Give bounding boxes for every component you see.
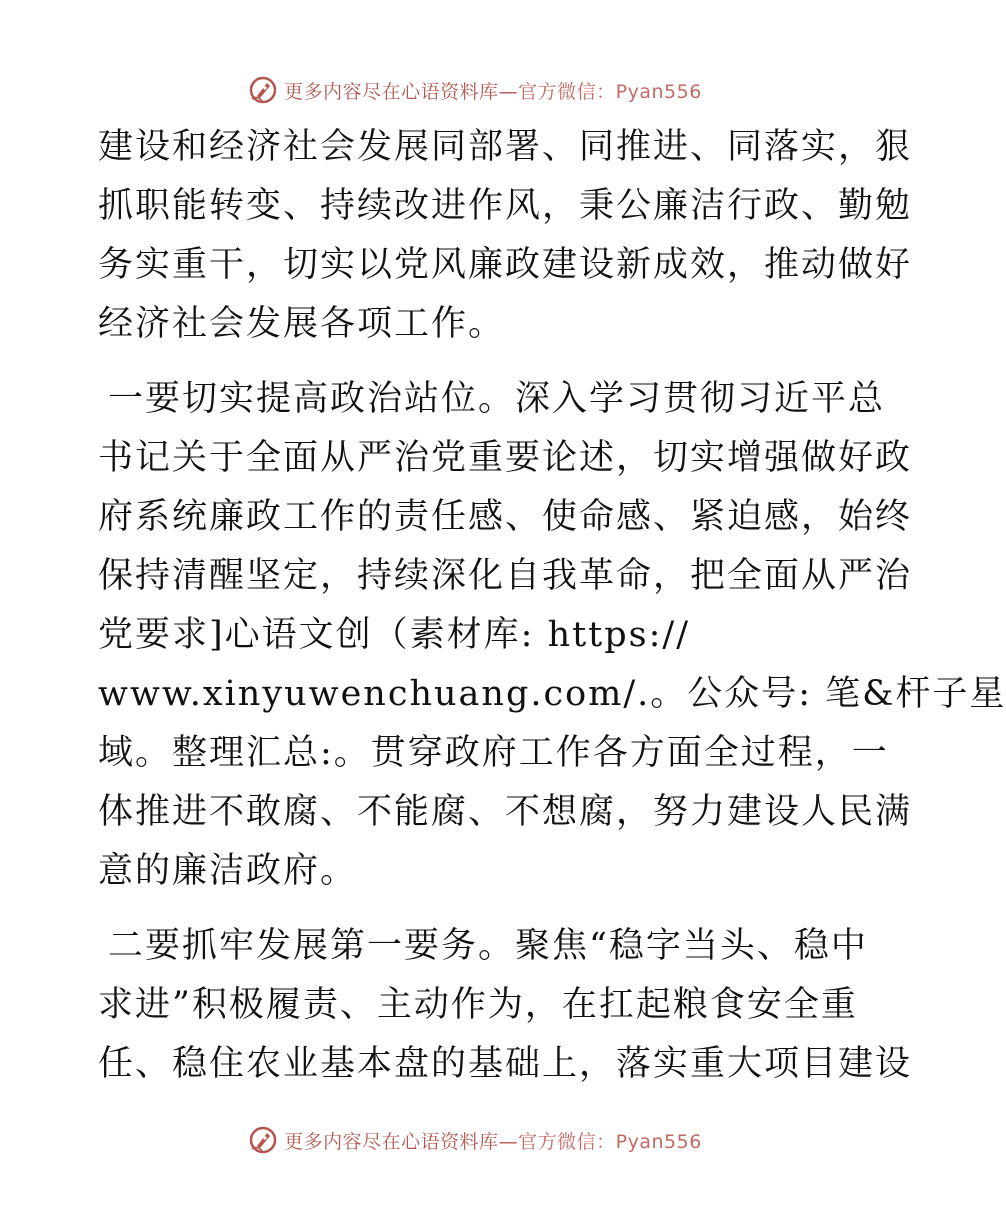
paragraph [98, 370, 1006, 901]
document-body [98, 118, 1006, 1094]
text-line: 府系统廉政工作的责任感、使命感、紧迫感，始终 [98, 497, 913, 537]
text-line: 体推进不敢腐、不能腐、不想腐，努力建设人民满 [98, 792, 913, 832]
text-line: 保持清醒坚定，持续深化自我革命，把全面从严治 [98, 556, 913, 596]
pen-nib-circle-icon [248, 75, 278, 105]
text-line: 域。整理汇总:。贯穿政府工作各方面全过程，一 [98, 733, 889, 773]
paragraph [98, 118, 913, 354]
text-line: 党要求]心语文创（素材库: https:// [98, 615, 690, 655]
text-line: 意的廉洁政府。 [98, 851, 358, 891]
text-line: 任、稳住农业基本盘的基础上，落实重大项目建设 [98, 1044, 913, 1084]
paragraph-gap [98, 901, 858, 917]
watermark-wechat-text: 官方微信：Pyan556 [518, 1130, 702, 1153]
text-line: 务实重干，切实以党风廉政建设新成效，推动做好 [98, 245, 913, 285]
text-line: 二要抓牢发展第一要务。聚焦“稳字当头、稳中 [108, 926, 868, 966]
header-watermark [0, 70, 950, 110]
text-line: 经济社会发展各项工作。 [98, 304, 506, 344]
watermark-text [284, 1127, 702, 1154]
watermark-separator: — [498, 80, 519, 103]
watermark-site-text: 更多内容尽在心语资料库 [284, 80, 499, 103]
text-line: 抓职能转变、持续改进作风，秉公廉洁行政、勤勉 [98, 186, 913, 226]
watermark-text [284, 77, 702, 104]
text-line: www.xinyuwenchuang.com/.。公众号: 笔&杆子星 [98, 674, 1006, 714]
paragraph-gap [98, 354, 858, 370]
pen-nib-circle-icon [248, 1125, 278, 1155]
text-line: 建设和经济社会发展同部署、同推进、同落实，狠 [98, 127, 913, 167]
paragraph [98, 917, 913, 1094]
watermark-separator: — [498, 1130, 519, 1153]
footer-watermark [0, 1120, 950, 1160]
text-line: 一要切实提高政治站位。深入学习贯彻习近平总 [108, 379, 886, 419]
watermark-site-text: 更多内容尽在心语资料库 [284, 1130, 499, 1153]
text-line: 书记关于全面从严治党重要论述，切实增强做好政 [98, 438, 913, 478]
watermark-wechat-text: 官方微信：Pyan556 [518, 80, 702, 103]
text-line: 求进”积极履责、主动作为，在扛起粮食安全重 [98, 985, 858, 1025]
